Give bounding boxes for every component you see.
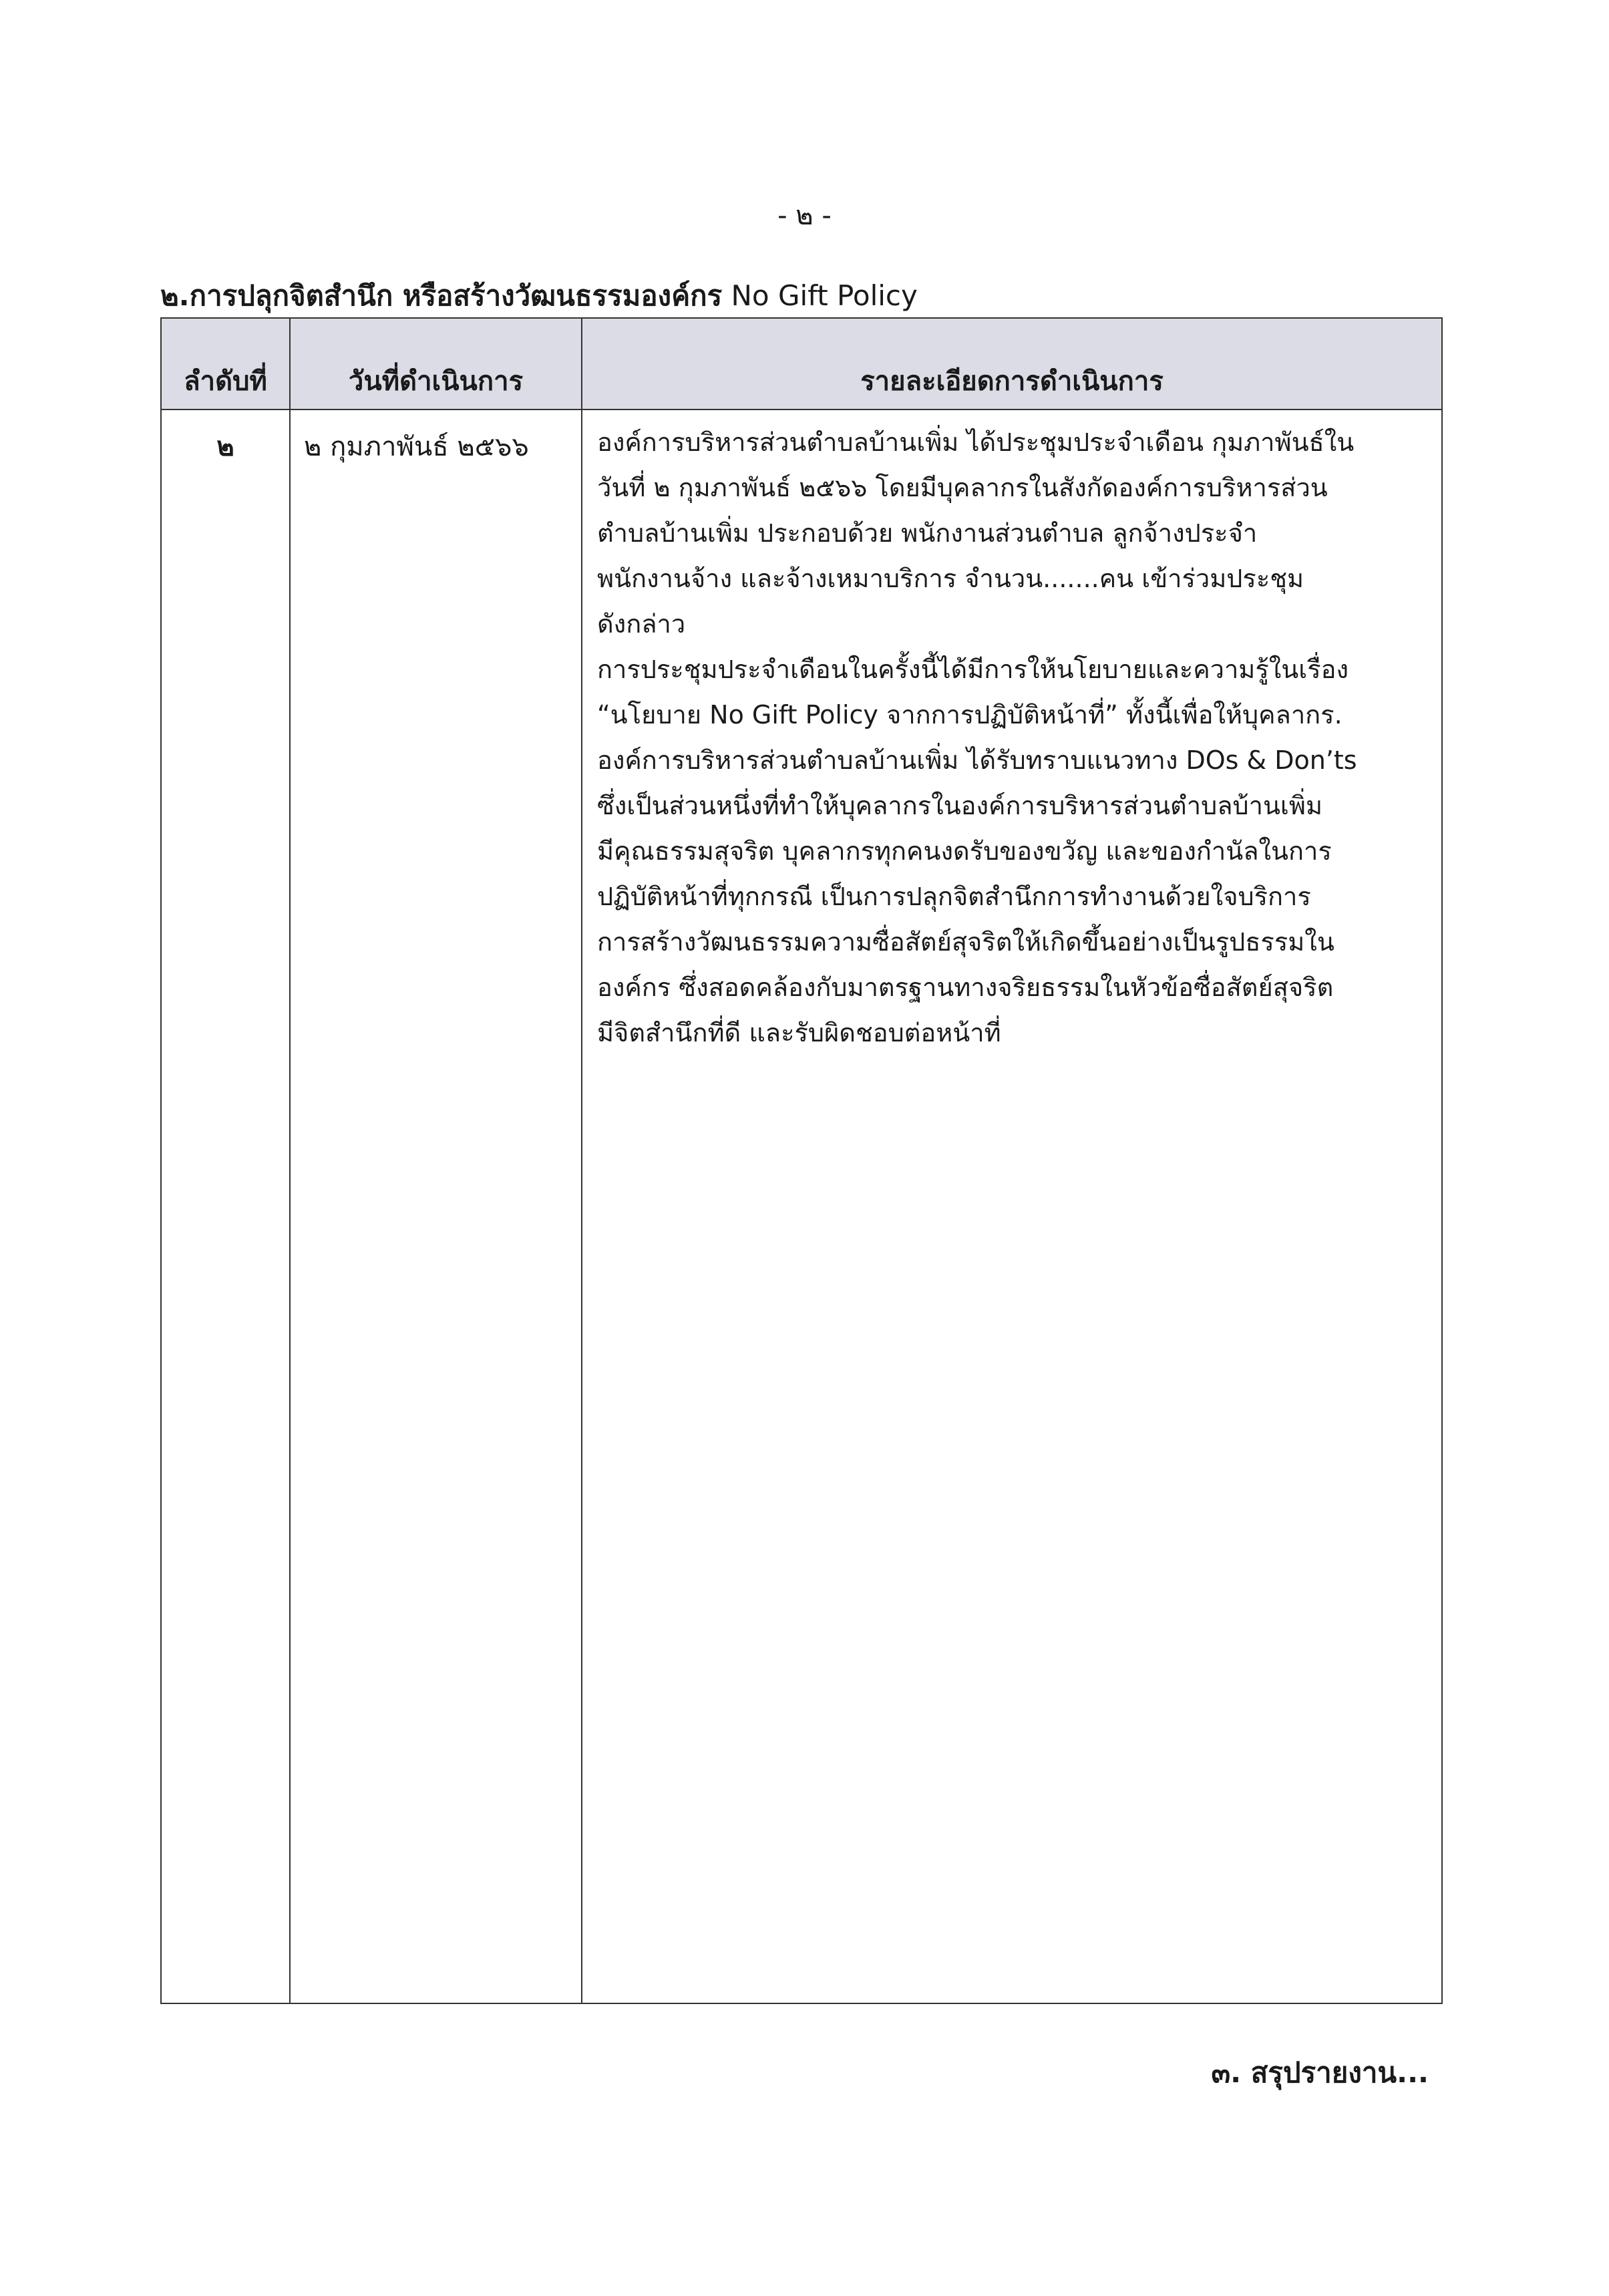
header-date: วันที่ดำเนินการ [290, 318, 582, 409]
row-detail [582, 409, 1442, 2003]
detail-line: วันที่ ๒ กุมภาพันธ์ ๒๕๖๖ โดยมีบุคลากรในสังกัดองค์การบริหารส่วน [597, 473, 1328, 502]
section-heading [160, 274, 1429, 318]
page-number: - ๒ - [777, 200, 832, 231]
detail-line: องค์กร ซึ่งสอดคล้องกับมาตรฐานทางจริยธรรมในหัวข้อซื่อสัตย์สุจริต [597, 973, 1334, 1002]
table-row [161, 409, 1442, 2003]
detail-line: การประชุมประจำเดือนในครั้งนี้ได้มีการให้นโยบายและความรู้ในเรื่อง [597, 655, 1349, 684]
detail-line: พนักงานจ้าง และจ้างเหมาบริการ จำนวน.......คน เข้าร่วมประชุม [597, 564, 1304, 593]
section-heading-text: ๒.การปลุกจิตสำนึก หรือสร้างวัฒนธรรมองค์กร [160, 279, 723, 312]
row-date: ๒ กุมภาพันธ์ ๒๕๖๖ [290, 409, 582, 2003]
next-section-reference: ๓. สรุปรายงาน... [1211, 2056, 1429, 2089]
row-seq: ๒ [161, 409, 290, 2003]
detail-line: การสร้างวัฒนธรรมความซื่อสัตย์สุจริตให้เกิดขึ้นอย่างเป็นรูปธรรมใน [597, 927, 1334, 957]
header-seq: ลำดับที่ [161, 318, 290, 409]
detail-line: องค์การบริหารส่วนตำบลบ้านเพิ่ม ได้ประชุมประจำเดือน กุมภาพันธ์ใน [597, 428, 1355, 457]
detail-line: ดังกล่าว [597, 609, 686, 639]
detail-line: ซึ่งเป็นส่วนหนึ่งที่ทำให้บุคลากรในองค์การบริหารส่วนตำบลบ้านเพิ่ม [597, 791, 1323, 820]
table-header-row [161, 318, 1442, 409]
detail-line: “นโยบาย No Gift Policy จากการปฏิบัติหน้าที่” ทั้งนี้เพื่อให้บุคลากร. [597, 700, 1343, 729]
detail-line: องค์การบริหารส่วนตำบลบ้านเพิ่ม ได้รับทราบแนวทาง DOs & Don’ts [597, 746, 1357, 775]
activity-table [160, 317, 1443, 2004]
header-detail: รายละเอียดการดำเนินการ [582, 318, 1442, 409]
section-heading-policy: No Gift Policy [731, 279, 918, 312]
detail-line: มีจิตสำนึกที่ดี และรับผิดชอบต่อหน้าที่ [597, 1018, 1001, 1047]
detail-line: มีคุณธรรมสุจริต บุคลากรทุกคนงดรับของขวัญ และของกำนัลในการ [597, 836, 1332, 866]
detail-line: ปฏิบัติหน้าที่ทุกกรณี เป็นการปลุกจิตสำนึกการทำงานด้วยใจบริการ [597, 882, 1311, 911]
detail-line: ตำบลบ้านเพิ่ม ประกอบด้วย พนักงานส่วนตำบล ลูกจ้างประจำ [597, 518, 1258, 548]
